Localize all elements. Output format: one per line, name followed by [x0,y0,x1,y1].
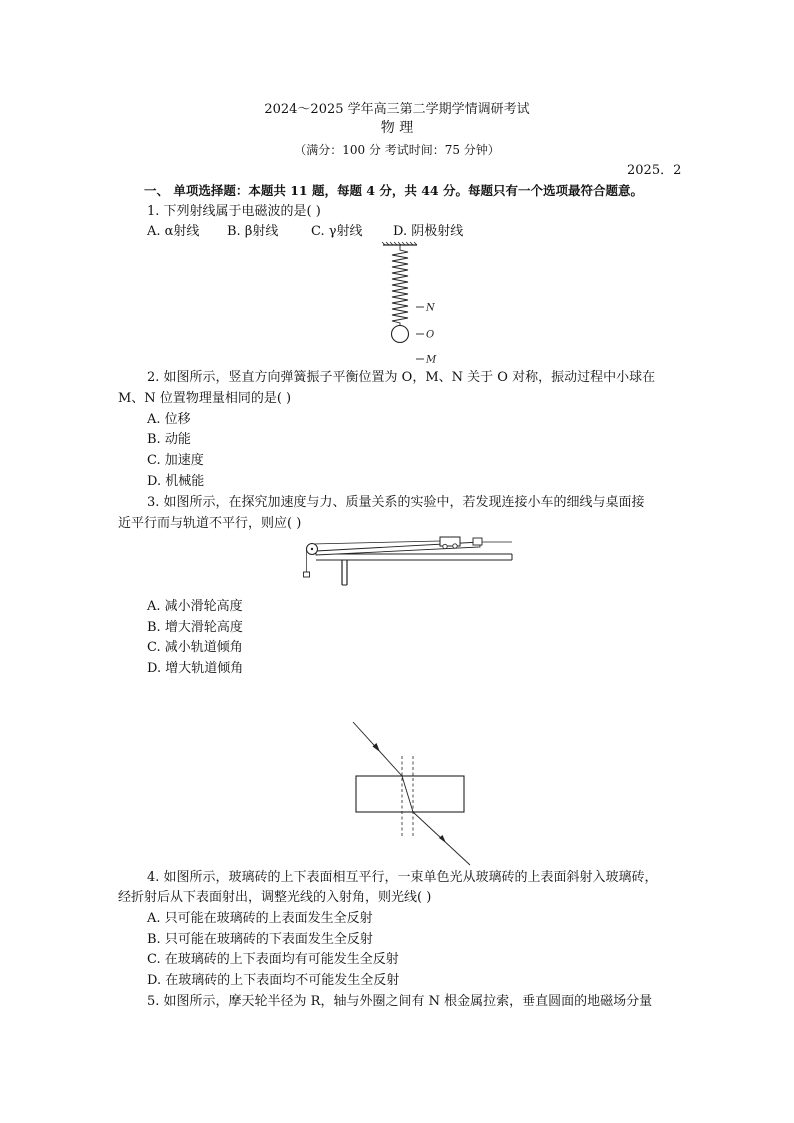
q5-stem-line1: 5. 如图所示，摩天轮半径为 R，轴与外圈之间有 N 根金属拉索，垂直圆面的地磁场分量 [147,994,653,1009]
q2-option-b: B. 动能 [147,432,191,447]
q3-stem-line2: 近平行而与轨道不平行，则应( ) [118,516,302,531]
q1-stem: 1. 下列射线属于电磁波的是( ) [147,204,321,219]
q3-option-d: D. 增大轨道倾角 [147,661,244,676]
q3-option-c: C. 减小轨道倾角 [147,640,243,655]
q2-option-d: D. 机械能 [147,474,205,489]
exam-title: 2024～2025 学年高三第二学期学情调研考试 [264,102,530,117]
q2-stem-line2: M、N 位置物理量相同的是( ) [118,391,292,406]
label-n: N [426,302,435,314]
q4-option-c: C. 在玻璃砖的上下表面均有可能发生全反射 [147,952,399,967]
q4-option-d: D. 在玻璃砖的上下表面均不可能发生全反射 [147,973,400,988]
q1-option-a: A. α射线 [147,224,200,239]
q4-option-b: B. 只可能在玻璃砖的下表面发生全反射 [147,932,373,947]
exam-info: （满分：100 分 考试时间：75 分钟） [294,143,500,157]
glass-slab-figure [350,718,475,866]
q4-stem-line1: 4. 如图所示，玻璃砖的上下表面相互平行，一束单色光从玻璃砖的上表面斜射入玻璃砖， [147,870,658,885]
q2-stem-line1: 2. 如图所示，竖直方向弹簧振子平衡位置为 O，M、N 关于 O 对称，振动过程中小球在 [147,370,656,385]
q2-option-a: A. 位移 [147,412,191,427]
q3-stem-line1: 3. 如图所示，在探究加速度与力、质量关系的实验中，若发现连接小车的细线与桌面接 [147,495,645,510]
label-o: O [426,329,435,341]
subject-title: 物 理 [380,120,414,136]
q1-option-d: D. 阴极射线 [393,224,464,239]
q4-stem-line2: 经折射后从下表面射出，调整光线的入射角，则光线( ) [118,890,432,905]
section-heading: 一、 单项选择题：本题共 11 题，每题 4 分，共 44 分。每题只有一个选项最符合题意。 [144,183,643,198]
label-m: M [426,354,437,366]
spring-oscillator-figure [375,242,445,368]
q2-option-c: C. 加速度 [147,453,204,468]
q3-option-b: B. 增大滑轮高度 [147,620,243,635]
q1-option-c: C. γ射线 [311,224,363,239]
q1-option-b: B. β射线 [227,224,279,239]
q4-option-a: A. 只可能在玻璃砖的上表面发生全反射 [147,911,373,926]
exam-date: 2025．2 [627,163,682,178]
q3-option-a: A. 减小滑轮高度 [147,599,243,614]
cart-track-figure [300,533,515,585]
